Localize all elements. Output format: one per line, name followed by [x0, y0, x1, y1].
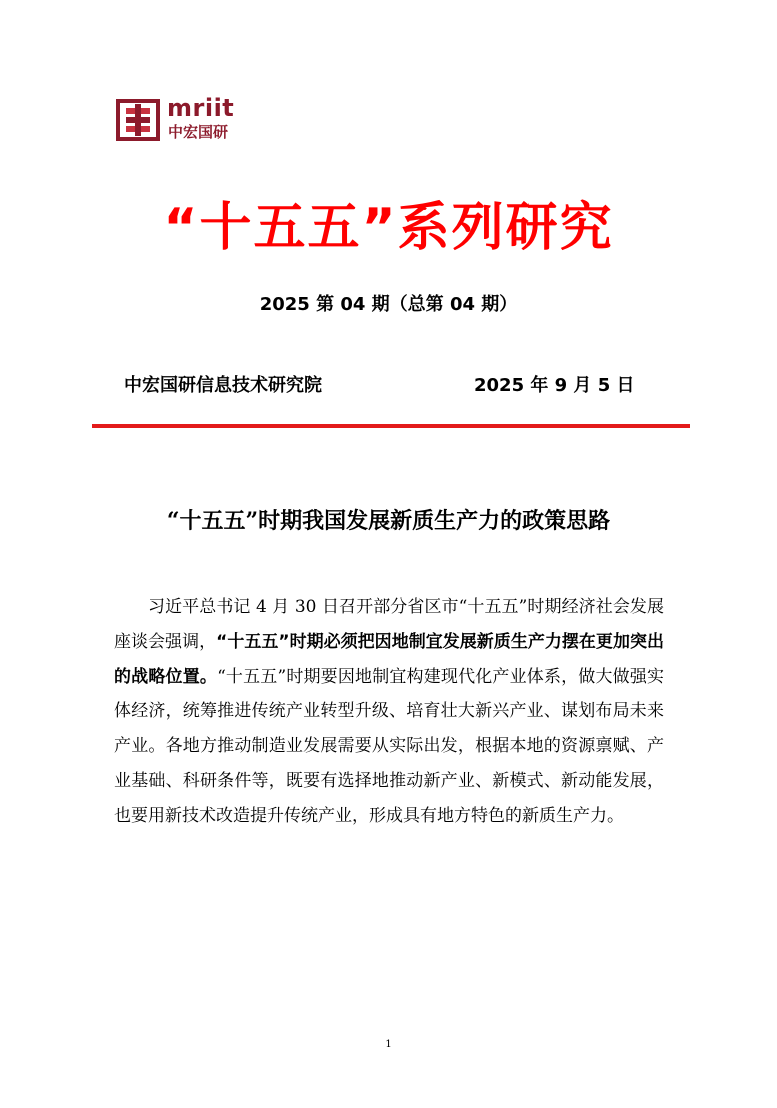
article-title: “十五五”时期我国发展新质生产力的政策思路: [166, 508, 611, 534]
issue-number: 2025 第 04 期（总第 04 期）: [259, 294, 518, 315]
paragraph-text: 习近平总书记 4 月 30 日召开部分省区市“十五五”时期经济社会发展座谈会强调，: [114, 597, 664, 652]
institute-name: 中宏国研信息技术研究院: [124, 375, 322, 396]
header-divider: [92, 424, 690, 428]
logo-text-en: mriit: [167, 94, 235, 122]
series-title: “十五五”系列研究: [163, 198, 614, 258]
mriit-logo: [116, 96, 256, 144]
logo-text-cn: 中宏国研: [168, 123, 229, 141]
logo-mark-icon: [116, 98, 160, 142]
paragraph-emphasis: “十五五”时期必须把因地制宜发展新质生产力摆在更加突出的战略位置。: [114, 631, 664, 687]
paragraph-text: “十五五”时期要因地制宜构建现代化产业体系，做大做强实体经济，统筹推进传统产业转型升级、培育壮大新兴产业、谋划布局未来产业。各地方推动制造业发展需要从实际出发，根据本地的资源禀赋、产业基础、科研条件等，既要有选择地推动新产业、新模式、新动能发展，也要用新技术改造提升传统产业，形成具有地方特色的新质生产力。: [114, 666, 665, 826]
page-number: 1: [385, 1039, 392, 1050]
article-paragraph: [114, 590, 664, 834]
publish-date: 2025 年 9 月 5 日: [474, 375, 635, 396]
